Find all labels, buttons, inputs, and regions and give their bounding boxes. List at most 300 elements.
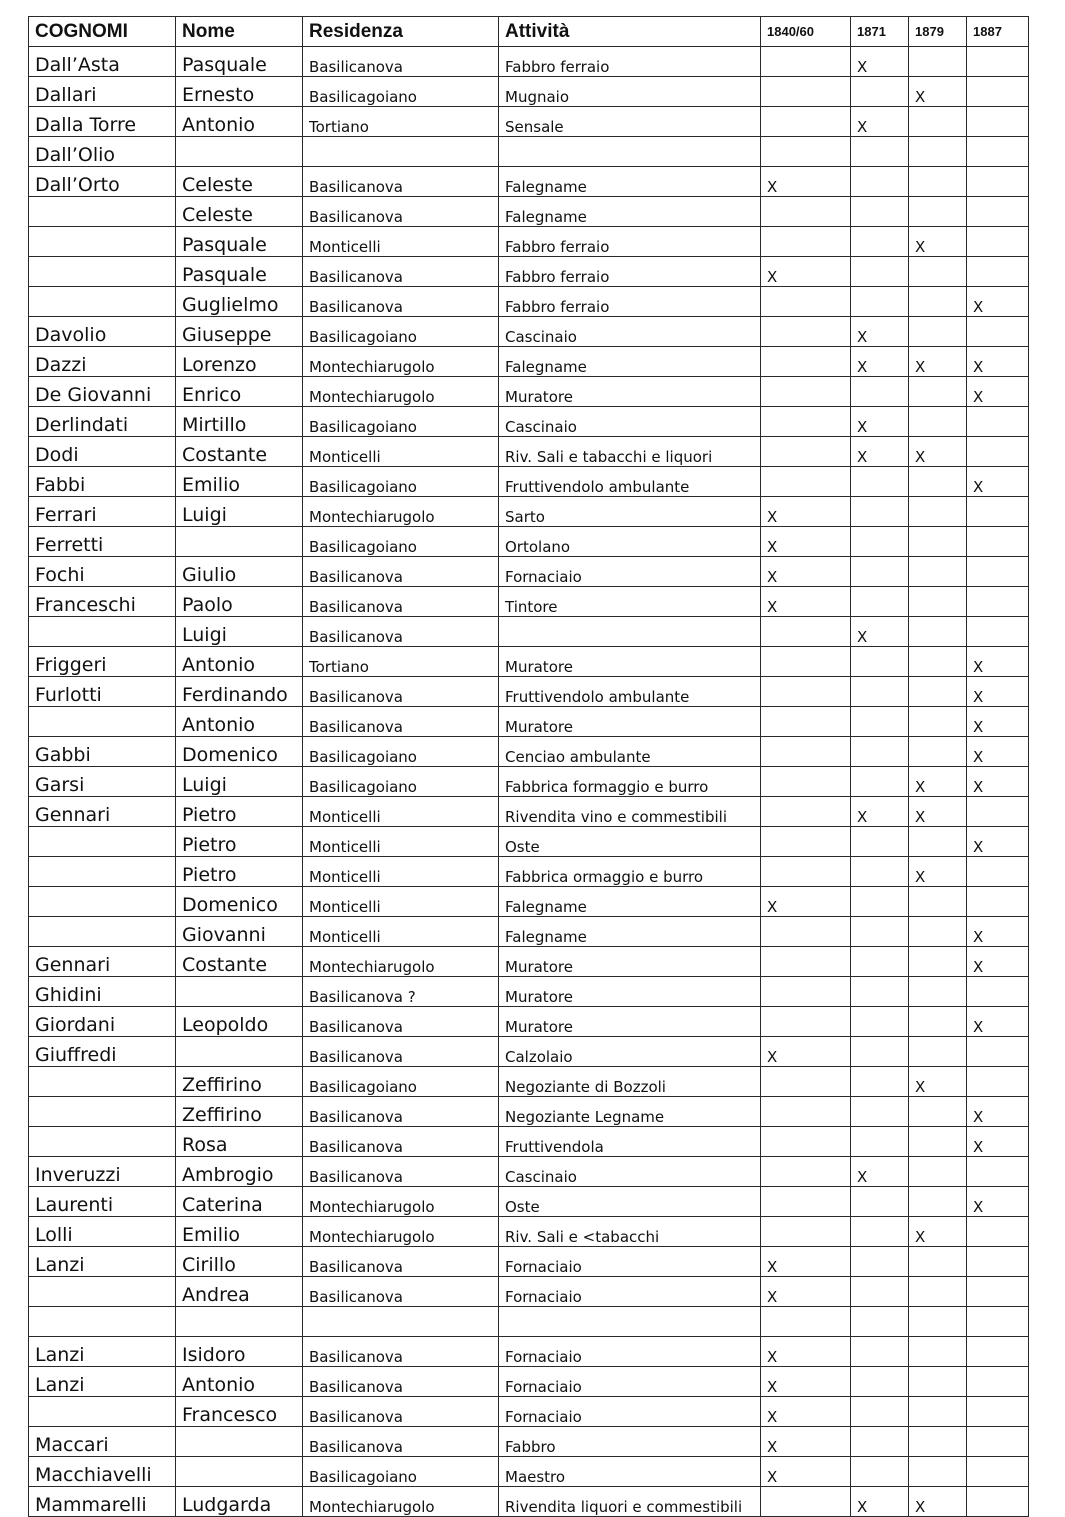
- mark-1887-cell: [967, 1247, 1029, 1277]
- mark-1871-cell: X: [851, 407, 909, 437]
- residenza-cell: Basilicanova: [303, 1367, 499, 1397]
- nome-cell: Celeste: [176, 197, 303, 227]
- table-row: [29, 767, 1029, 797]
- residenza-cell: Basilicanova: [303, 1247, 499, 1277]
- mark-1887-cell: [967, 317, 1029, 347]
- table-row: [29, 1457, 1029, 1487]
- mark-1840-60-cell: X: [761, 1427, 851, 1457]
- mark-1840-60-cell: [761, 47, 851, 77]
- cognome-cell: Lolli: [29, 1217, 176, 1247]
- mark-1887-cell: X: [967, 287, 1029, 317]
- attivita-cell: Cascinaio: [499, 407, 761, 437]
- mark-1871-cell: [851, 1337, 909, 1367]
- cognome-cell: Giordani: [29, 1007, 176, 1037]
- mark-1879-cell: [909, 1337, 967, 1367]
- table-row: [29, 1127, 1029, 1157]
- nome-cell: [176, 137, 303, 167]
- mark-1840-60-cell: X: [761, 1037, 851, 1067]
- mark-1887-cell: [967, 1487, 1029, 1517]
- header-nome: Nome: [176, 17, 303, 47]
- nome-cell: Giovanni: [176, 917, 303, 947]
- mark-1879-cell: [909, 647, 967, 677]
- cognome-cell: [29, 1307, 176, 1337]
- mark-1871-cell: [851, 1097, 909, 1127]
- mark-1840-60-cell: [761, 77, 851, 107]
- cognome-cell: [29, 707, 176, 737]
- residenza-cell: Basilicagoiano: [303, 767, 499, 797]
- mark-1840-60-cell: [761, 827, 851, 857]
- mark-1840-60-cell: [761, 197, 851, 227]
- mark-1887-cell: [967, 1217, 1029, 1247]
- residenza-cell: Basilicanova: [303, 1037, 499, 1067]
- nome-cell: Luigi: [176, 617, 303, 647]
- attivita-cell: Cascinaio: [499, 1157, 761, 1187]
- mark-1840-60-cell: [761, 1157, 851, 1187]
- mark-1879-cell: X: [909, 347, 967, 377]
- attivita-cell: Falegname: [499, 197, 761, 227]
- nome-cell: Pasquale: [176, 227, 303, 257]
- header-attivita: Attività: [499, 17, 761, 47]
- nome-cell: Isidoro: [176, 1337, 303, 1367]
- nome-cell: Cirillo: [176, 1247, 303, 1277]
- mark-1871-cell: X: [851, 107, 909, 137]
- cognome-cell: Dazzi: [29, 347, 176, 377]
- mark-1840-60-cell: X: [761, 1457, 851, 1487]
- mark-1879-cell: [909, 1187, 967, 1217]
- nome-cell: Antonio: [176, 107, 303, 137]
- attivita-cell: Fornaciaio: [499, 1277, 761, 1307]
- mark-1887-cell: [967, 887, 1029, 917]
- residenza-cell: Basilicanova: [303, 1427, 499, 1457]
- mark-1871-cell: [851, 377, 909, 407]
- mark-1879-cell: [909, 1037, 967, 1067]
- residenza-cell: Basilicanova: [303, 1337, 499, 1367]
- mark-1871-cell: [851, 917, 909, 947]
- residenza-cell: Basilicanova: [303, 47, 499, 77]
- nome-cell: Andrea: [176, 1277, 303, 1307]
- nome-cell: Leopoldo: [176, 1007, 303, 1037]
- residenza-cell: Basilicanova: [303, 197, 499, 227]
- table-row: [29, 1247, 1029, 1277]
- table-row: [29, 1487, 1029, 1517]
- residenza-cell: Montechiarugolo: [303, 947, 499, 977]
- mark-1871-cell: [851, 1007, 909, 1037]
- cognome-cell: [29, 227, 176, 257]
- mark-1871-cell: [851, 197, 909, 227]
- residenza-cell: Basilicagoiano: [303, 527, 499, 557]
- mark-1840-60-cell: X: [761, 887, 851, 917]
- header-1840-60: 1840/60: [761, 17, 851, 47]
- cognome-cell: [29, 1277, 176, 1307]
- cognome-cell: [29, 197, 176, 227]
- mark-1840-60-cell: X: [761, 527, 851, 557]
- nome-cell: Caterina: [176, 1187, 303, 1217]
- table-row: [29, 467, 1029, 497]
- table-row: [29, 977, 1029, 1007]
- mark-1887-cell: X: [967, 467, 1029, 497]
- attivita-cell: Riv. Sali e tabacchi e liquori: [499, 437, 761, 467]
- mark-1871-cell: [851, 1127, 909, 1157]
- table-row: [29, 1007, 1029, 1037]
- mark-1879-cell: [909, 527, 967, 557]
- mark-1840-60-cell: [761, 857, 851, 887]
- nome-cell: Pasquale: [176, 257, 303, 287]
- table-row: [29, 1217, 1029, 1247]
- mark-1887-cell: [967, 1337, 1029, 1367]
- mark-1871-cell: X: [851, 317, 909, 347]
- mark-1840-60-cell: [761, 107, 851, 137]
- residenza-cell: Monticelli: [303, 797, 499, 827]
- attivita-cell: Fruttivendola: [499, 1127, 761, 1157]
- mark-1887-cell: [967, 197, 1029, 227]
- attivita-cell: Oste: [499, 827, 761, 857]
- residenza-cell: Basilicagoiano: [303, 737, 499, 767]
- residenza-cell: Monticelli: [303, 827, 499, 857]
- cognome-cell: Inveruzzi: [29, 1157, 176, 1187]
- mark-1871-cell: [851, 167, 909, 197]
- mark-1887-cell: [967, 527, 1029, 557]
- nome-cell: [176, 1307, 303, 1337]
- residenza-cell: Basilicagoiano: [303, 1067, 499, 1097]
- mark-1840-60-cell: [761, 227, 851, 257]
- attivita-cell: Fornaciaio: [499, 1397, 761, 1427]
- mark-1879-cell: [909, 377, 967, 407]
- residenza-cell: Basilicagoiano: [303, 1457, 499, 1487]
- mark-1879-cell: [909, 1277, 967, 1307]
- mark-1840-60-cell: X: [761, 1277, 851, 1307]
- table-row: [29, 1097, 1029, 1127]
- attivita-cell: Fabbro ferraio: [499, 257, 761, 287]
- mark-1879-cell: [909, 707, 967, 737]
- residenza-cell: Basilicagoiano: [303, 467, 499, 497]
- mark-1871-cell: [851, 137, 909, 167]
- mark-1887-cell: X: [967, 647, 1029, 677]
- nome-cell: Giuseppe: [176, 317, 303, 347]
- table-row: [29, 1037, 1029, 1067]
- table-row: [29, 887, 1029, 917]
- mark-1887-cell: [967, 137, 1029, 167]
- mark-1879-cell: [909, 1157, 967, 1187]
- mark-1887-cell: [967, 1457, 1029, 1487]
- residenza-cell: Basilicanova: [303, 1157, 499, 1187]
- attivita-cell: [499, 137, 761, 167]
- mark-1871-cell: [851, 887, 909, 917]
- attivita-cell: Rivendita vino e commestibili: [499, 797, 761, 827]
- mark-1840-60-cell: X: [761, 1397, 851, 1427]
- mark-1887-cell: [967, 1427, 1029, 1457]
- mark-1871-cell: [851, 977, 909, 1007]
- mark-1879-cell: [909, 1247, 967, 1277]
- mark-1887-cell: [967, 617, 1029, 647]
- header-residenza: Residenza: [303, 17, 499, 47]
- mark-1887-cell: [967, 797, 1029, 827]
- mark-1887-cell: X: [967, 707, 1029, 737]
- mark-1871-cell: [851, 737, 909, 767]
- table-row: [29, 737, 1029, 767]
- residenza-cell: Basilicagoiano: [303, 77, 499, 107]
- table-row: [29, 77, 1029, 107]
- mark-1871-cell: X: [851, 47, 909, 77]
- mark-1840-60-cell: [761, 1487, 851, 1517]
- mark-1871-cell: [851, 497, 909, 527]
- cognome-cell: [29, 1397, 176, 1427]
- mark-1887-cell: X: [967, 827, 1029, 857]
- table-row: [29, 947, 1029, 977]
- nome-cell: Rosa: [176, 1127, 303, 1157]
- table-row: [29, 347, 1029, 377]
- mark-1887-cell: X: [967, 347, 1029, 377]
- cognome-cell: Giuffredi: [29, 1037, 176, 1067]
- residenza-cell: [303, 1307, 499, 1337]
- mark-1887-cell: X: [967, 947, 1029, 977]
- mark-1887-cell: [967, 587, 1029, 617]
- mark-1879-cell: X: [909, 797, 967, 827]
- mark-1879-cell: [909, 107, 967, 137]
- mark-1887-cell: X: [967, 377, 1029, 407]
- residenza-cell: Basilicanova: [303, 1277, 499, 1307]
- cognome-cell: Gabbi: [29, 737, 176, 767]
- mark-1887-cell: [967, 227, 1029, 257]
- nome-cell: Costante: [176, 947, 303, 977]
- residenza-cell: Basilicanova: [303, 677, 499, 707]
- attivita-cell: Muratore: [499, 707, 761, 737]
- attivita-cell: Maestro: [499, 1457, 761, 1487]
- residenza-cell: Basilicanova: [303, 707, 499, 737]
- mark-1879-cell: X: [909, 227, 967, 257]
- header-1871: 1871: [851, 17, 909, 47]
- table-row: [29, 827, 1029, 857]
- attivita-cell: Muratore: [499, 1007, 761, 1037]
- mark-1871-cell: [851, 1367, 909, 1397]
- mark-1871-cell: [851, 1067, 909, 1097]
- residenza-cell: Basilicagoiano: [303, 317, 499, 347]
- nome-cell: Enrico: [176, 377, 303, 407]
- cognome-cell: [29, 827, 176, 857]
- attivita-cell: [499, 617, 761, 647]
- mark-1840-60-cell: [761, 647, 851, 677]
- attivita-cell: Sensale: [499, 107, 761, 137]
- header-1879: 1879: [909, 17, 967, 47]
- table-row: [29, 1307, 1029, 1337]
- residenza-cell: Basilicanova: [303, 1397, 499, 1427]
- residenza-cell: Basilicanova: [303, 1127, 499, 1157]
- cognome-cell: Derlindati: [29, 407, 176, 437]
- table-row: [29, 497, 1029, 527]
- mark-1887-cell: [967, 1157, 1029, 1187]
- table-row: [29, 1367, 1029, 1397]
- attivita-cell: Oste: [499, 1187, 761, 1217]
- attivita-cell: Cenciao ambulante: [499, 737, 761, 767]
- mark-1879-cell: [909, 557, 967, 587]
- cognome-cell: [29, 257, 176, 287]
- mark-1879-cell: [909, 887, 967, 917]
- mark-1840-60-cell: X: [761, 497, 851, 527]
- attivita-cell: Fornaciaio: [499, 1367, 761, 1397]
- cognome-cell: [29, 917, 176, 947]
- attivita-cell: [499, 1307, 761, 1337]
- mark-1879-cell: [909, 1307, 967, 1337]
- mark-1871-cell: [851, 1427, 909, 1457]
- residenza-cell: Montechiarugolo: [303, 1217, 499, 1247]
- mark-1840-60-cell: [761, 707, 851, 737]
- mark-1887-cell: [967, 1037, 1029, 1067]
- mark-1871-cell: [851, 1187, 909, 1217]
- nome-cell: Emilio: [176, 467, 303, 497]
- mark-1887-cell: X: [967, 1097, 1029, 1127]
- mark-1879-cell: [909, 677, 967, 707]
- nome-cell: Pietro: [176, 857, 303, 887]
- cognome-cell: [29, 1097, 176, 1127]
- mark-1879-cell: [909, 947, 967, 977]
- mark-1840-60-cell: [761, 797, 851, 827]
- nome-cell: Ludgarda: [176, 1487, 303, 1517]
- mark-1840-60-cell: [761, 1127, 851, 1157]
- table-row: [29, 527, 1029, 557]
- table-row: [29, 1187, 1029, 1217]
- residenza-cell: Montechiarugolo: [303, 377, 499, 407]
- attivita-cell: Fabbrica ormaggio e burro: [499, 857, 761, 887]
- mark-1887-cell: [967, 1367, 1029, 1397]
- nome-cell: Antonio: [176, 1367, 303, 1397]
- mark-1840-60-cell: [761, 1187, 851, 1217]
- mark-1887-cell: X: [967, 1007, 1029, 1037]
- table-row: [29, 797, 1029, 827]
- table-row: [29, 857, 1029, 887]
- table-row: [29, 1427, 1029, 1457]
- nome-cell: Costante: [176, 437, 303, 467]
- mark-1840-60-cell: [761, 947, 851, 977]
- mark-1887-cell: [967, 107, 1029, 137]
- mark-1840-60-cell: [761, 1067, 851, 1097]
- mark-1840-60-cell: [761, 437, 851, 467]
- mark-1871-cell: [851, 1307, 909, 1337]
- mark-1879-cell: X: [909, 437, 967, 467]
- mark-1840-60-cell: X: [761, 1337, 851, 1367]
- mark-1871-cell: [851, 1457, 909, 1487]
- cognome-cell: [29, 617, 176, 647]
- mark-1879-cell: X: [909, 1217, 967, 1247]
- header-1887: 1887: [967, 17, 1029, 47]
- mark-1871-cell: [851, 587, 909, 617]
- mark-1887-cell: [967, 167, 1029, 197]
- mark-1871-cell: [851, 1037, 909, 1067]
- residenza-cell: Basilicanova: [303, 617, 499, 647]
- attivita-cell: Fruttivendolo ambulante: [499, 467, 761, 497]
- mark-1887-cell: [967, 1067, 1029, 1097]
- attivita-cell: Muratore: [499, 377, 761, 407]
- mark-1840-60-cell: [761, 287, 851, 317]
- residenza-cell: Monticelli: [303, 227, 499, 257]
- attivita-cell: Falegname: [499, 917, 761, 947]
- table-row: [29, 227, 1029, 257]
- mark-1879-cell: [909, 587, 967, 617]
- table-row: [29, 437, 1029, 467]
- nome-cell: Pietro: [176, 827, 303, 857]
- residenza-cell: Montechiarugolo: [303, 497, 499, 527]
- attivita-cell: Fornaciaio: [499, 557, 761, 587]
- nome-cell: Mirtillo: [176, 407, 303, 437]
- mark-1840-60-cell: [761, 677, 851, 707]
- table-row: [29, 407, 1029, 437]
- mark-1871-cell: [851, 287, 909, 317]
- table-row: [29, 917, 1029, 947]
- mark-1871-cell: X: [851, 437, 909, 467]
- mark-1879-cell: [909, 737, 967, 767]
- table-row: [29, 287, 1029, 317]
- nome-cell: Lorenzo: [176, 347, 303, 377]
- mark-1887-cell: [967, 857, 1029, 887]
- residenza-cell: [303, 137, 499, 167]
- mark-1840-60-cell: [761, 1007, 851, 1037]
- mark-1879-cell: [909, 1427, 967, 1457]
- cognome-cell: Dall’Asta: [29, 47, 176, 77]
- residenza-cell: Monticelli: [303, 887, 499, 917]
- mark-1871-cell: [851, 1277, 909, 1307]
- nome-cell: Giulio: [176, 557, 303, 587]
- attivita-cell: Fabbro ferraio: [499, 287, 761, 317]
- residenza-cell: Montechiarugolo: [303, 1487, 499, 1517]
- table-row: [29, 47, 1029, 77]
- attivita-cell: Fabbrica formaggio e burro: [499, 767, 761, 797]
- cognome-cell: Davolio: [29, 317, 176, 347]
- attivita-cell: Muratore: [499, 647, 761, 677]
- mark-1887-cell: [967, 257, 1029, 287]
- cognome-cell: Mammarelli: [29, 1487, 176, 1517]
- mark-1879-cell: [909, 407, 967, 437]
- mark-1871-cell: X: [851, 617, 909, 647]
- attivita-cell: Calzolaio: [499, 1037, 761, 1067]
- mark-1871-cell: [851, 707, 909, 737]
- mark-1879-cell: [909, 317, 967, 347]
- residenza-cell: Basilicanova: [303, 167, 499, 197]
- nome-cell: Pietro: [176, 797, 303, 827]
- mark-1887-cell: X: [967, 917, 1029, 947]
- nome-cell: Luigi: [176, 767, 303, 797]
- nome-cell: [176, 1457, 303, 1487]
- nome-cell: Luigi: [176, 497, 303, 527]
- attivita-cell: Falegname: [499, 167, 761, 197]
- cognome-cell: Lanzi: [29, 1367, 176, 1397]
- mark-1887-cell: X: [967, 1127, 1029, 1157]
- residenza-cell: Basilicanova: [303, 557, 499, 587]
- mark-1887-cell: [967, 1397, 1029, 1427]
- attivita-cell: Falegname: [499, 347, 761, 377]
- mark-1879-cell: [909, 1127, 967, 1157]
- mark-1879-cell: [909, 1007, 967, 1037]
- table-row: [29, 557, 1029, 587]
- residenza-cell: Basilicanova: [303, 587, 499, 617]
- residenza-cell: Monticelli: [303, 437, 499, 467]
- nome-cell: Francesco: [176, 1397, 303, 1427]
- cognome-cell: Garsi: [29, 767, 176, 797]
- mark-1871-cell: [851, 77, 909, 107]
- mark-1840-60-cell: X: [761, 167, 851, 197]
- mark-1887-cell: [967, 47, 1029, 77]
- table-row: [29, 197, 1029, 227]
- cognome-cell: Furlotti: [29, 677, 176, 707]
- mark-1871-cell: X: [851, 1487, 909, 1517]
- table-body: [29, 47, 1029, 1517]
- nome-cell: Ambrogio: [176, 1157, 303, 1187]
- mark-1879-cell: [909, 917, 967, 947]
- header-cognomi: COGNOMI: [29, 17, 176, 47]
- table-row: [29, 707, 1029, 737]
- nome-cell: [176, 977, 303, 1007]
- residenza-cell: Montechiarugolo: [303, 347, 499, 377]
- registry-table: [28, 16, 1029, 1517]
- mark-1879-cell: [909, 1457, 967, 1487]
- mark-1879-cell: [909, 467, 967, 497]
